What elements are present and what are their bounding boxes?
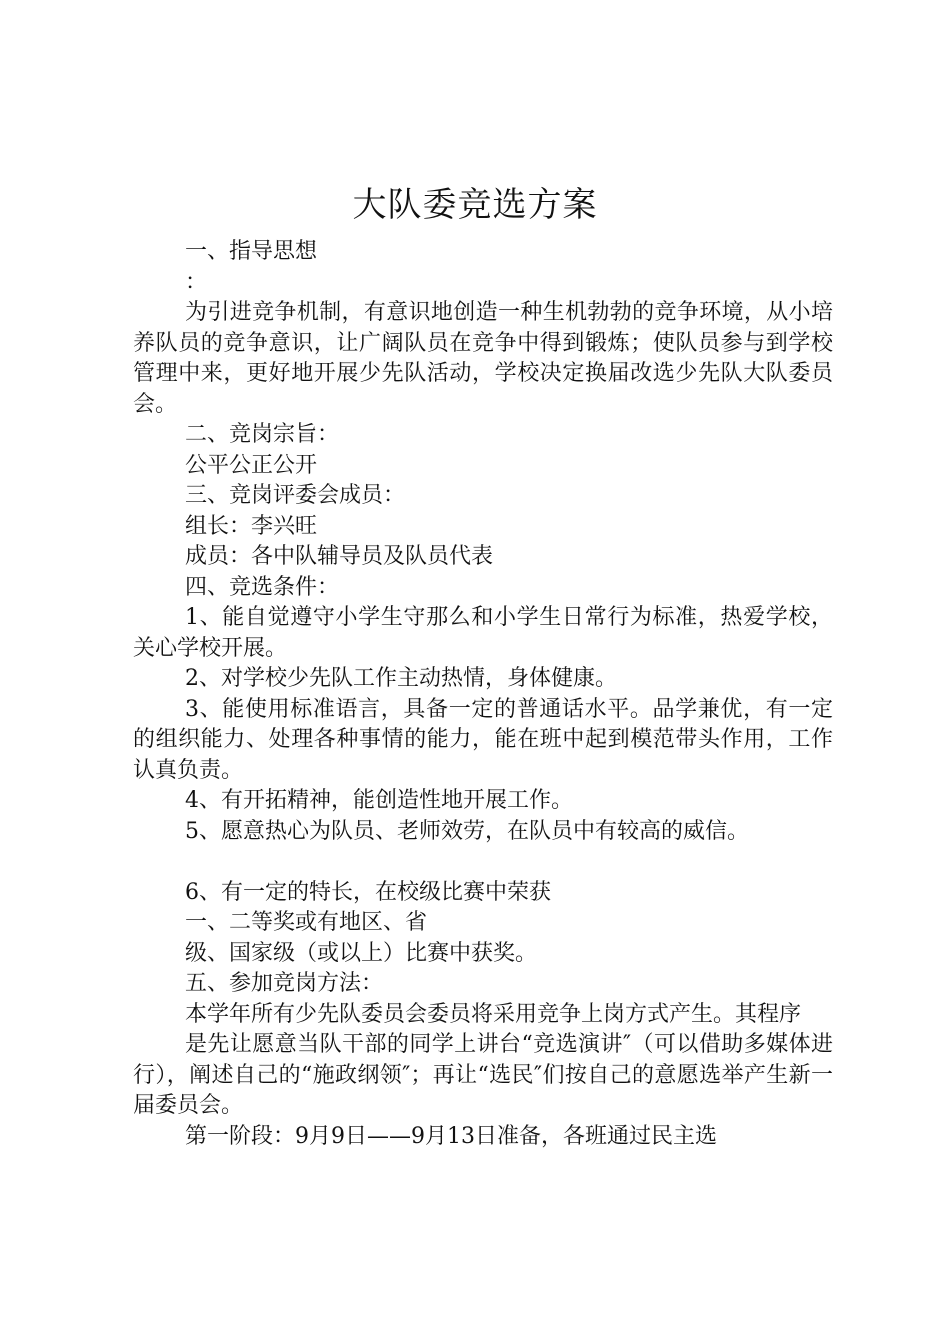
- document-title: 大队委竞选方案: [352, 185, 598, 225]
- paragraph: 5、愿意热心为队员、老师效劳，在队员中有较高的威信。: [185, 818, 749, 844]
- paragraph: 3、能使用标准语言，具备一定的普通话水平。品学兼优，有一定的组织能力、处理各种事情的能力，能在班中起到模范带头作用，工作认真负责。: [133, 696, 833, 783]
- document-body: [133, 237, 833, 1152]
- paragraph: 6、有一定的特长，在校级比赛中荣获: [185, 879, 551, 905]
- paragraph: ：: [185, 269, 208, 295]
- paragraph: 成员：各中队辅导员及队员代表: [185, 544, 494, 569]
- paragraph: 二、竞岗宗旨：: [185, 422, 340, 447]
- paragraph: 公平公正公开: [185, 452, 318, 478]
- paragraph: 三、竞岗评委会成员：: [185, 483, 406, 508]
- paragraph: 五、参加竞岗方法：: [185, 971, 384, 996]
- paragraph: 级、国家级（或以上）比赛中获奖。: [185, 940, 538, 966]
- paragraph: 组长：李兴旺: [185, 513, 318, 539]
- paragraph: 是先让愿意当队干部的同学上讲台“竞选演讲″（可以借助多媒体进行），阐述自己的“施政纲领″；再让“选民″们按自己的意愿选举产生新一届委员会。: [133, 1032, 833, 1118]
- paragraph: 1、能自觉遵守小学生守那么和小学生日常行为标准，热爱学校，关心学校开展。: [133, 605, 833, 661]
- paragraph: 第一阶段：9月9日——9月13日准备，各班通过民主选: [185, 1123, 717, 1149]
- paragraph: 2、对学校少先队工作主动热情，身体健康。: [185, 666, 617, 691]
- paragraph: 为引进竞争机制，有意识地创造一种生机勃勃的竞争环境，从小培养队员的竞争意识，让广阔队员在竞争中得到锻炼；使队员参与到学校管理中来，更好地开展少先队活动，学校决定换届改选少先队大队委员会。: [133, 300, 833, 417]
- paragraph: 四、竞选条件：: [185, 574, 340, 600]
- paragraph: 一、二等奖或有地区、省: [185, 910, 428, 935]
- paragraph: 本学年所有少先队委员会委员将采用竞争上岗方式产生。其程序: [185, 1001, 802, 1027]
- paragraph: 4、有开拓精神，能创造性地开展工作。: [185, 788, 573, 813]
- blank-line: [133, 847, 833, 878]
- paragraph: 一、指导思想: [185, 239, 318, 264]
